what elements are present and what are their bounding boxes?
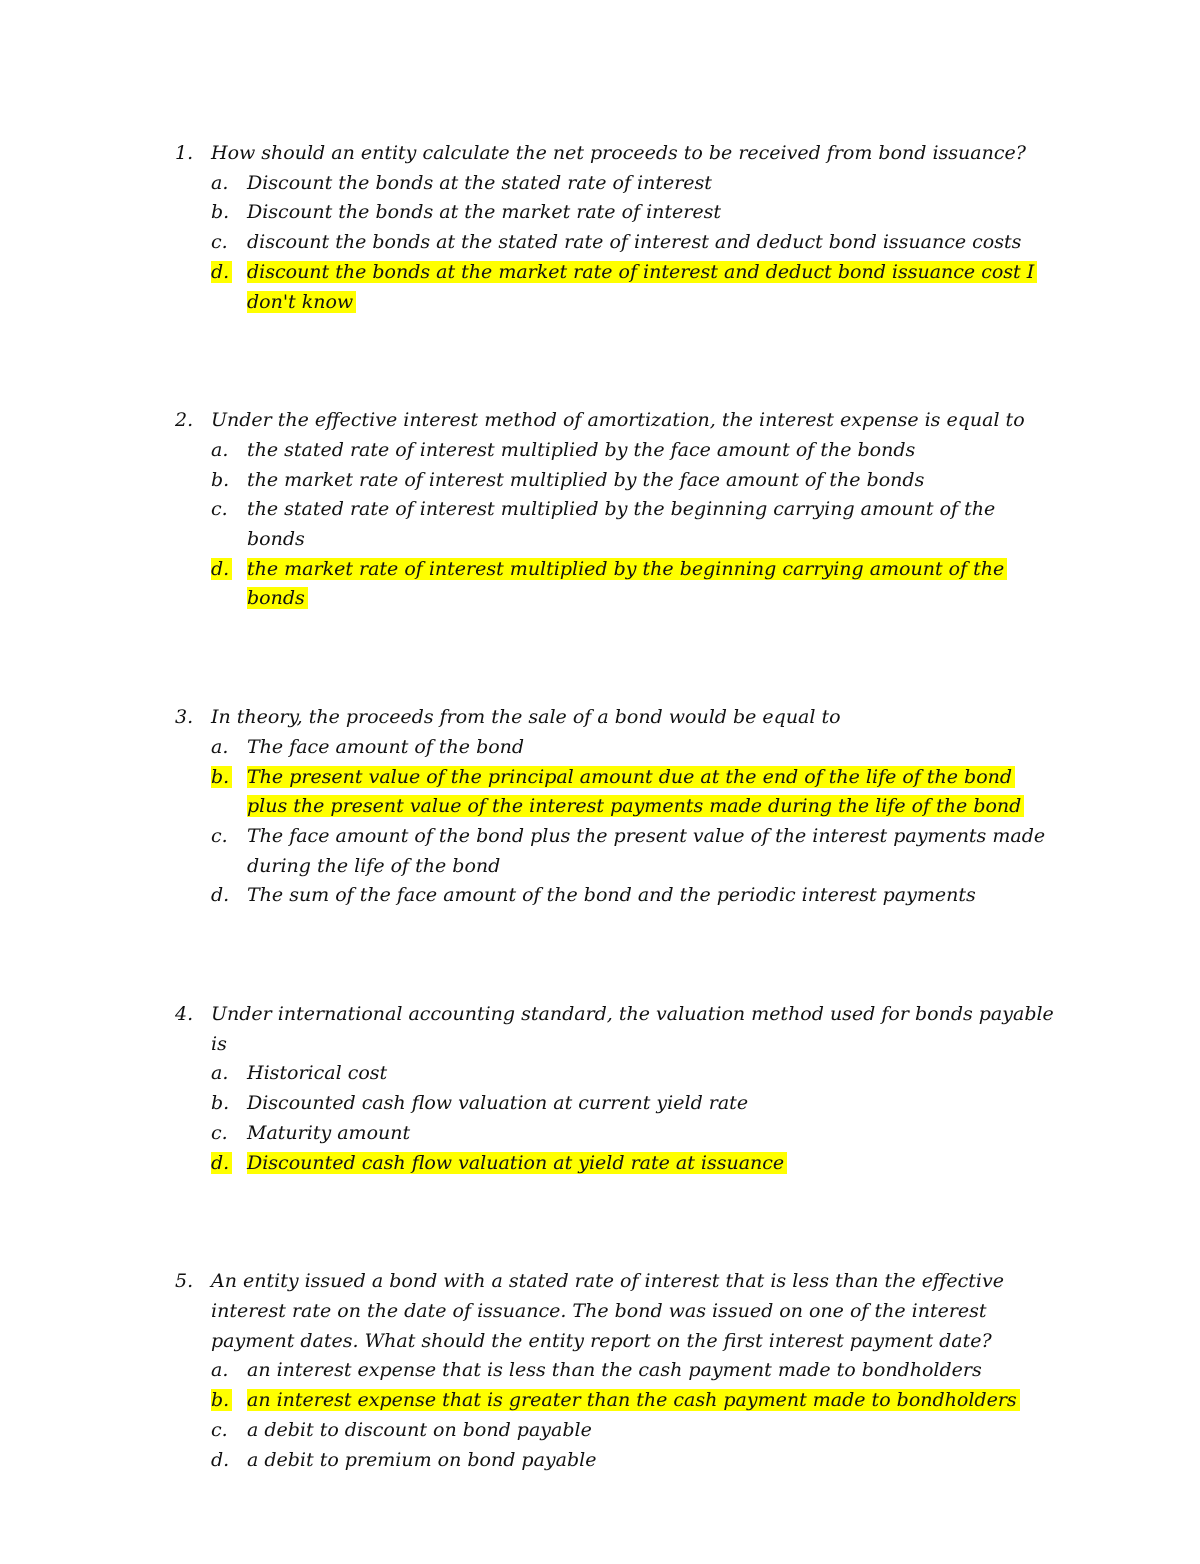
question-stem bbox=[0, 139, 1200, 169]
option-letter bbox=[211, 1386, 247, 1416]
option-text bbox=[247, 495, 1057, 554]
highlighted-answer: The present value of the principal amount due at the end of the life of the bond plus the present value of the interest payments made during the life of the bond bbox=[247, 766, 1024, 818]
option-label: Historical cost bbox=[247, 1062, 388, 1085]
option-c bbox=[0, 1416, 1200, 1446]
highlighted-answer: an interest expense that is greater than the cash payment made to bondholders bbox=[247, 1389, 1020, 1411]
question-4 bbox=[0, 1000, 1200, 1178]
question-number: 3. bbox=[175, 706, 194, 729]
option-letter bbox=[211, 555, 247, 585]
question-text: In theory, the proceeds from the sale of a bond would be equal to bbox=[211, 706, 841, 729]
question-stem bbox=[0, 1000, 1200, 1059]
option-label: a debit to premium on bond payable bbox=[247, 1448, 597, 1471]
option-a bbox=[0, 1059, 1200, 1089]
question-1 bbox=[0, 139, 1200, 317]
option-label: Maturity amount bbox=[247, 1121, 411, 1144]
option-text bbox=[247, 1416, 1057, 1446]
option-text bbox=[247, 1356, 1057, 1386]
option-text bbox=[247, 763, 1057, 822]
question-2 bbox=[0, 406, 1200, 614]
question-text: An entity issued a bond with a stated rate of interest that is less than the effective interest rate on the date of issuance. The bond was issued on one of the interest payment dates. What should the entity report on the first interest payment date? bbox=[211, 1270, 1004, 1352]
option-text bbox=[247, 198, 1057, 228]
option-text bbox=[247, 555, 1057, 614]
option-d bbox=[0, 881, 1200, 911]
option-label: The face amount of the bond bbox=[247, 735, 525, 758]
option-letter: a. bbox=[211, 735, 229, 758]
option-letter: c. bbox=[211, 1121, 228, 1144]
question-text: How should an entity calculate the net proceeds to be received from bond issuance? bbox=[211, 142, 1026, 164]
option-label: The sum of the face amount of the bond and the periodic interest payments bbox=[247, 884, 976, 907]
option-letter bbox=[211, 258, 247, 288]
option-d-highlighted bbox=[0, 1149, 1200, 1179]
question-stem bbox=[0, 1267, 1200, 1356]
highlighted-answer: Discounted cash flow valuation at yield rate at issuance bbox=[247, 1152, 787, 1174]
option-c bbox=[0, 228, 1200, 258]
option-letter: c. bbox=[211, 498, 228, 521]
option-text bbox=[247, 881, 1057, 911]
option-label: The face amount of the bond plus the present value of the interest payments made during the life of the bond bbox=[247, 824, 1046, 877]
option-label: discount the bonds at the stated rate of interest and deduct bond issuance costs bbox=[247, 231, 1022, 254]
question-text: Under international accounting standard, the valuation method used for bonds payable is bbox=[211, 1003, 1054, 1055]
highlighted-letter: b. bbox=[211, 1389, 232, 1411]
option-c bbox=[0, 495, 1200, 554]
highlighted-letter: d. bbox=[211, 261, 232, 283]
option-letter: d. bbox=[211, 1448, 230, 1471]
option-b bbox=[0, 466, 1200, 496]
question-number: 5. bbox=[175, 1270, 194, 1293]
option-label: the market rate of interest multiplied by the face amount of the bonds bbox=[247, 468, 925, 491]
option-letter: c. bbox=[211, 231, 228, 254]
question-list bbox=[0, 139, 1200, 1564]
option-d bbox=[0, 1446, 1200, 1476]
option-a bbox=[0, 169, 1200, 199]
option-text bbox=[247, 1089, 1057, 1119]
highlighted-answer: the market rate of interest multiplied by the beginning carrying amount of the bonds bbox=[247, 558, 1007, 610]
option-letter: c. bbox=[211, 1418, 228, 1441]
highlighted-letter: d. bbox=[211, 558, 232, 580]
option-text bbox=[247, 1149, 1057, 1179]
question-number: 2. bbox=[175, 409, 194, 432]
option-letter: a. bbox=[211, 1359, 229, 1382]
option-a bbox=[0, 436, 1200, 466]
option-text bbox=[247, 1386, 1057, 1416]
option-label: an interest expense that is less than the cash payment made to bondholders bbox=[247, 1359, 982, 1382]
option-text bbox=[247, 1446, 1057, 1476]
option-letter: a. bbox=[211, 438, 229, 461]
option-text bbox=[247, 466, 1057, 496]
option-d-highlighted bbox=[0, 258, 1200, 317]
question-stem bbox=[0, 406, 1200, 436]
option-a bbox=[0, 733, 1200, 763]
option-c bbox=[0, 822, 1200, 881]
option-text bbox=[247, 1119, 1057, 1149]
option-text bbox=[247, 1059, 1057, 1089]
option-text bbox=[247, 733, 1057, 763]
highlighted-answer: discount the bonds at the market rate of interest and deduct bond issuance cost I don't know bbox=[247, 261, 1037, 313]
option-label: Discount the bonds at the stated rate of interest bbox=[247, 171, 712, 194]
option-b bbox=[0, 1089, 1200, 1119]
question-text: Under the effective interest method of amortization, the interest expense is equal to bbox=[211, 409, 1025, 432]
option-label: Discounted cash flow valuation at current yield rate bbox=[247, 1092, 749, 1115]
option-d-highlighted bbox=[0, 555, 1200, 614]
question-stem bbox=[0, 703, 1200, 733]
question-5 bbox=[0, 1267, 1200, 1475]
option-label: the stated rate of interest multiplied by the face amount of the bonds bbox=[247, 438, 916, 461]
question-number: 4. bbox=[175, 1003, 194, 1026]
option-letter: b. bbox=[211, 1092, 230, 1115]
option-text bbox=[247, 436, 1057, 466]
option-letter: b. bbox=[211, 201, 230, 224]
option-b bbox=[0, 198, 1200, 228]
option-text bbox=[247, 169, 1057, 199]
option-text bbox=[247, 258, 1057, 317]
option-letter: c. bbox=[211, 824, 228, 847]
option-text bbox=[247, 822, 1057, 881]
option-letter bbox=[211, 1149, 247, 1179]
highlighted-letter: b. bbox=[211, 766, 232, 788]
option-label: the stated rate of interest multiplied by the beginning carrying amount of the bonds bbox=[247, 498, 996, 551]
option-letter: a. bbox=[211, 1062, 229, 1085]
option-letter: a. bbox=[211, 171, 229, 194]
question-3 bbox=[0, 703, 1200, 911]
option-letter bbox=[211, 763, 247, 793]
option-label: a debit to discount on bond payable bbox=[247, 1418, 592, 1441]
option-c bbox=[0, 1119, 1200, 1149]
option-label: Discount the bonds at the market rate of interest bbox=[247, 201, 721, 224]
highlighted-letter: d. bbox=[211, 1152, 232, 1174]
option-b-highlighted bbox=[0, 763, 1200, 822]
question-number: 1. bbox=[175, 142, 194, 164]
option-a bbox=[0, 1356, 1200, 1386]
option-letter: d. bbox=[211, 884, 230, 907]
option-letter: b. bbox=[211, 468, 230, 491]
option-b-highlighted bbox=[0, 1386, 1200, 1416]
option-text bbox=[247, 228, 1057, 258]
